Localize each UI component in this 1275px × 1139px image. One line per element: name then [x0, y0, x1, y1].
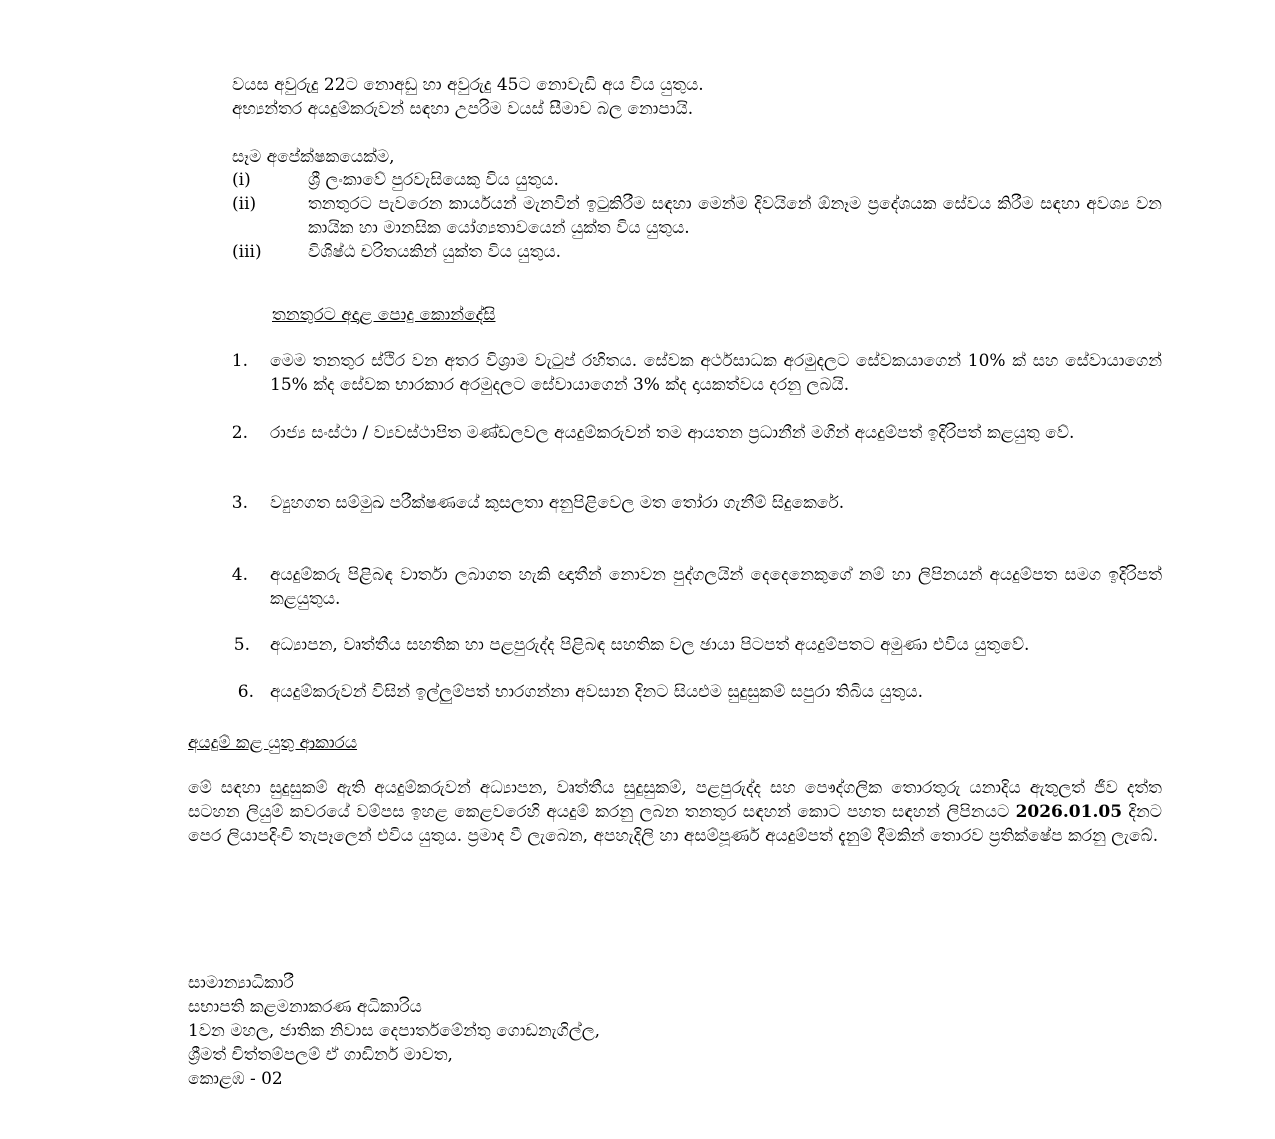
- condition-number: 5.: [233, 635, 250, 655]
- condition-text: රාජ්‍ය සංස්ථා / ව්‍යවස්ථාපිත මණ්ඩලවල අයදුම්කරුවන් තම ආයතන ප්‍රධානීන් මගින් අයදුම්පත් ඉදිරිපත් කළයුතු වේ.: [270, 423, 1075, 443]
- condition-number: 1.: [231, 351, 248, 371]
- application-text-start: මේ සඳහා සුදුසුකම් ඇති අයදුම්කරුවන් අධ්‍යාපන, වෘත්තීය සුදුසුකම්, පළපුරුද්ද සහ පෞද්ගලික තොරතුරු යනාදිය ඇතුලත් ජීව දත්ත සටහන ලියුම් කවරයේ වම්පස ඉහළ කෙළවරෙහි අයදුම් කරනු ලබන තනතුර සඳහන් කොට පහත සඳහන් ලිපිනයට: [188, 778, 1162, 822]
- age-line-1: වයස අවුරුදු 22ට නොඅඩු හා අවුරුදු 45ට නොවැඩි අය විය යුතුය.: [232, 75, 704, 95]
- address-line: ශ්‍රීමත් චිත්තම්පලම් ඒ ගාඩිනර් මාවත,: [188, 1045, 453, 1065]
- requirement-text: ශ්‍රී ලංකාවේ පුරවැසියෙකු විය යුතුය.: [308, 170, 559, 190]
- application-deadline: 2026.01.05: [1015, 802, 1123, 822]
- condition-text: මෙම තනතුර ස්ථිර වන අතර විශ්‍රාම වැටුප් රහිතය. සේවක අර්ථසාධක අරමුදලට සේවකයාගෙන් 10% ක් සහ සේවායාගෙන් 15% ක්ද සේවක භාරකාර අරමුදලට සේවායාගෙන් 3% ක්ද දායකත්වය දරනු ලබයි.: [270, 351, 1162, 395]
- address-title: සාමාන්‍යාධිකාරී: [188, 973, 294, 993]
- application-paragraph: [188, 776, 1162, 848]
- condition-text: අධ්‍යාපන, වෘත්තීය සහතික හා පළපුරුද්ද පිළිබඳ සහතික වල ඡායා පිටපත් අයදුම්පතට අමුණා එවිය යුතුවේ.: [270, 635, 1030, 655]
- address-line: 1වන මහල, ජාතික නිවාස දෙපාර්තමේන්තු ගොඩනැගිල්ල,: [188, 1021, 601, 1041]
- requirement-marker: (iii): [232, 242, 262, 262]
- condition-number: 3.: [231, 493, 248, 513]
- requirements-intro: සෑම අපේක්ෂකයෙක්ම,: [232, 147, 395, 167]
- requirement-text: විශිෂ්ඨ චරිතයකින් යුක්ත විය යුතුය.: [308, 242, 562, 262]
- condition-number: 4.: [231, 565, 248, 585]
- age-line-2: අභ්‍යන්තර අයදුම්කරුවන් සඳහා උපරිම වයස් සීමාව බල නොපායි.: [232, 99, 694, 119]
- condition-number: 6.: [237, 682, 254, 702]
- general-conditions-heading: තනතුරට අදාළ පොදු කොන්දේසි: [272, 305, 496, 325]
- address-line: සභාපති කළමනාකරණ අධිකාරිය: [188, 997, 422, 1017]
- requirement-marker: (i): [232, 170, 251, 190]
- condition-text: අයදුම්කරුවන් විසින් ඉල්ලුම්පත් භාරගන්නා අවසාන දිනට සියළුම සුදුසුකම් සපුරා තිබිය යුතුය.: [270, 682, 924, 702]
- application-text-end: දිනට පෙර ලියාපදිංචි තැපෑලෙන් එවිය යුතුය. ප්‍රමාද වී ලැබෙන, අපහැදිලි හා අසම්පූර්ණ අයදුම්පත් දැනුම් දීමකින් තොරව ප්‍රතික්ෂේප කරනු ලැබේ.: [188, 802, 1162, 846]
- requirement-text: තනතුරට පැවරෙන කාර්යයන් මැනවින් ඉටුකිරීම සඳහා මෙන්ම දිවයිනේ ඕනෑම ප්‍රදේශයක සේවය කිරීම සඳහා අවශ්‍ය වන කායික හා මානසික යෝග්‍යතාවයෙන් යුක්ත විය යුතුය.: [308, 194, 1162, 238]
- requirement-marker: (ii): [232, 194, 257, 214]
- condition-text: ව්‍යුහගත සම්මුඛ පරීක්ෂණයේ කුසලතා අනුපිළිවෙල මත තෝරා ගැනීම් සිදුකෙරේ.: [270, 493, 845, 513]
- application-heading: අයදුම් කළ යුතු ආකාරය: [188, 733, 358, 753]
- address-line: කොළඹ - 02: [188, 1069, 283, 1089]
- condition-text: අයදුම්කරු පිළිබඳ වාර්තා ලබාගත හැකි ඥාතීන් නොවන පුද්ගලයින් දෙදෙනෙකුගේ නම් හා ලිපිනයන් අයදුම්පත සමග ඉදිරිපත් කළයුතුය.: [270, 565, 1162, 609]
- condition-number: 2.: [231, 423, 248, 443]
